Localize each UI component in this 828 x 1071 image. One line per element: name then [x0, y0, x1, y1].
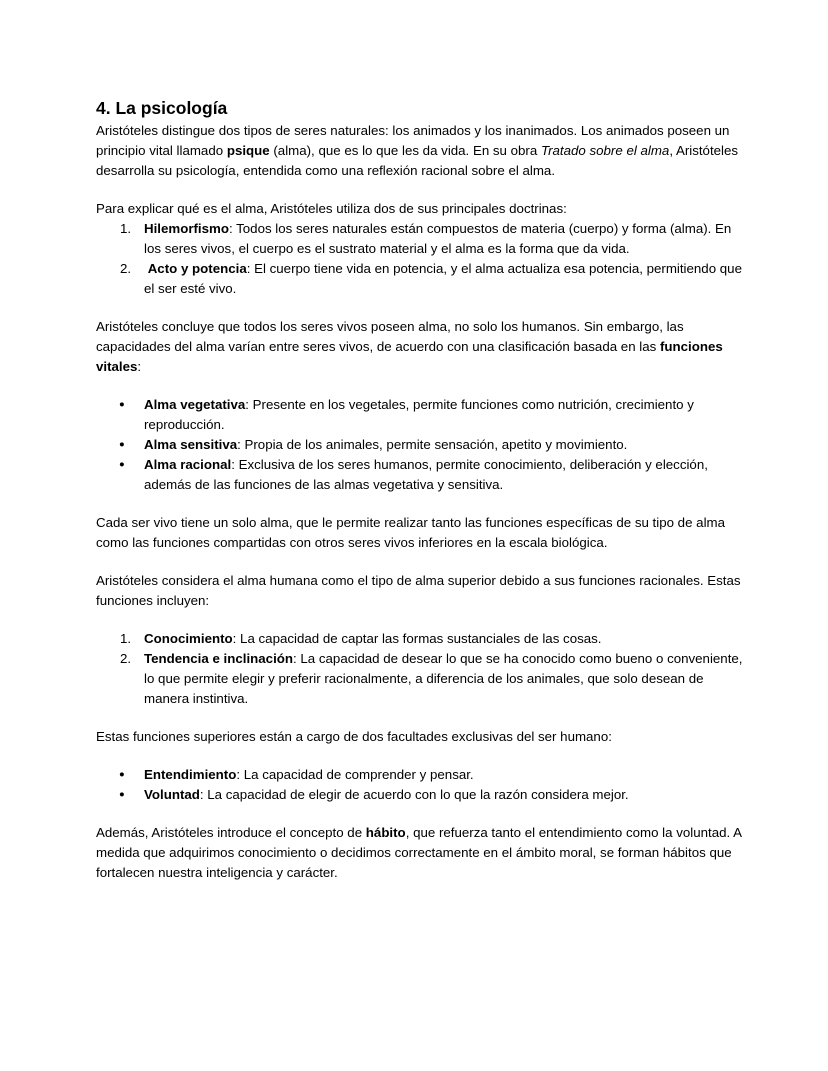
blank-line: [96, 805, 746, 823]
text-run: Alma vegetativa: [144, 397, 246, 412]
blank-line: [96, 611, 746, 629]
text-run: , Aristóteles desarrolla su psicología, entendida como una reflexión racional sobre el alma.: [96, 143, 742, 178]
text-run: : La capacidad de captar las formas sustanciales de las cosas.: [232, 631, 602, 646]
text-run: Alma racional: [144, 457, 232, 472]
text-run: : Exclusiva de los seres humanos, permite conocimiento, deliberación y elección, además de las funciones de las almas vegetativa y sensitiva.: [144, 457, 712, 492]
text-run: Tratado sobre el alma: [540, 143, 670, 158]
text-run: :: [137, 359, 142, 374]
paragraph: [96, 121, 746, 181]
paragraph: [96, 571, 746, 611]
list-item-text: [144, 455, 746, 495]
text-run: Voluntad: [144, 787, 200, 802]
list-item-text: [144, 219, 746, 259]
list-item: [96, 395, 746, 435]
bullet-icon: ●: [119, 769, 125, 780]
text-run: : Propia de los animales, permite sensación, apetito y movimiento.: [237, 437, 628, 452]
ordered-list: [96, 629, 746, 709]
text-run: psique: [226, 143, 270, 158]
list-item: [96, 455, 746, 495]
list-item: [96, 435, 746, 455]
bullet-icon: ●: [119, 459, 125, 470]
text-run: : La capacidad de desear lo que se ha conocido como bueno o conveniente, lo que permite elegir y preferir racionalmente, a diferencia de los animales, que solo desean de manera instintiva.: [144, 651, 747, 706]
text-run: Tendencia e inclinación: [144, 651, 294, 666]
list-number: 1.: [120, 631, 132, 646]
list-item-text: [144, 785, 746, 805]
text-run: (alma), que es lo que les da vida. En su obra: [269, 143, 541, 158]
section-heading: [96, 95, 746, 121]
paragraph: [96, 727, 746, 747]
list-item: [96, 765, 746, 785]
text-run: Entendimiento: [144, 767, 237, 782]
bullet-list: [96, 765, 746, 805]
list-item: [96, 219, 746, 259]
ordered-list: [96, 219, 746, 299]
list-item-text: [144, 395, 746, 435]
text-run: : La capacidad de comprender y pensar.: [236, 767, 474, 782]
list-item: [96, 259, 746, 299]
list-item: [96, 785, 746, 805]
blank-line: [96, 553, 746, 571]
blank-line: [96, 709, 746, 727]
blank-line: [96, 495, 746, 513]
blank-line: [96, 377, 746, 395]
list-number: 2.: [120, 261, 132, 276]
text-run: Aristóteles considera el alma humana como el tipo de alma superior debido a sus funciones racionales. Estas funciones incluyen:: [96, 573, 745, 608]
paragraph: [96, 513, 746, 553]
bullet-icon: ●: [119, 789, 125, 800]
list-item-text: [144, 629, 746, 649]
text-run: Alma sensitiva: [144, 437, 238, 452]
text-run: Conocimiento: [144, 631, 233, 646]
paragraph: [96, 199, 746, 219]
list-item: [96, 649, 746, 709]
bullet-icon: ●: [119, 439, 125, 450]
text-run: : La capacidad de elegir de acuerdo con lo que la razón considera mejor.: [199, 787, 629, 802]
text-run: funciones vitales: [96, 339, 727, 374]
list-number: 2.: [120, 651, 132, 666]
text-run: Aristóteles concluye que todos los seres vivos poseen alma, no solo los humanos. Sin embargo, las capacidades del alma varían entre seres vivos, de acuerdo con una clasificación basada en las: [96, 319, 688, 354]
text-run: Hilemorfismo: [144, 221, 229, 236]
document-content: [96, 95, 746, 883]
text-run: Además, Aristóteles introduce el concepto de: [96, 825, 366, 840]
text-run: Para explicar qué es el alma, Aristóteles utiliza dos de sus principales doctrinas:: [96, 201, 567, 216]
paragraph: [96, 823, 746, 883]
text-run: , que refuerza tanto el entendimiento como la voluntad. A medida que adquirimos conocimiento o decidimos correctamente en el ámbito moral, se forman hábitos que fortalecen nuestra inteligencia y carácter.: [96, 825, 745, 880]
text-run: Cada ser vivo tiene un solo alma, que le permite realizar tanto las funciones específicas de su tipo de alma como las funciones compartidas con otros seres vivos inferiores en la escala biológica.: [96, 515, 729, 550]
text-run: hábito: [365, 825, 406, 840]
text-run: : Presente en los vegetales, permite funciones como nutrición, crecimiento y reproducción.: [144, 397, 698, 432]
text-run: 4. La psicología: [96, 98, 228, 118]
list-item-text: [144, 765, 746, 785]
bullet-icon: ●: [119, 399, 125, 410]
list-item-text: [144, 259, 746, 299]
text-run: : El cuerpo tiene vida en potencia, y el alma actualiza esa potencia, permitiendo que el ser esté vivo.: [144, 261, 746, 296]
blank-line: [96, 181, 746, 199]
text-run: : Todos los seres naturales están compuestos de materia (cuerpo) y forma (alma). En los seres vivos, el cuerpo es el sustrato material y el alma es la forma que da vida.: [144, 221, 735, 256]
text-run: Aristóteles distingue dos tipos de seres naturales: los animados y los inanimados. Los animados poseen un principio vital llamado: [96, 123, 734, 158]
paragraph: [96, 317, 746, 377]
text-run: Acto y potencia: [144, 261, 247, 276]
blank-line: [96, 299, 746, 317]
list-item: [96, 629, 746, 649]
blank-line: [96, 747, 746, 765]
list-number: 1.: [120, 221, 132, 236]
bullet-list: [96, 395, 746, 495]
list-item-text: [144, 435, 746, 455]
list-item-text: [144, 649, 746, 709]
text-run: Estas funciones superiores están a cargo de dos facultades exclusivas del ser humano:: [96, 729, 612, 744]
